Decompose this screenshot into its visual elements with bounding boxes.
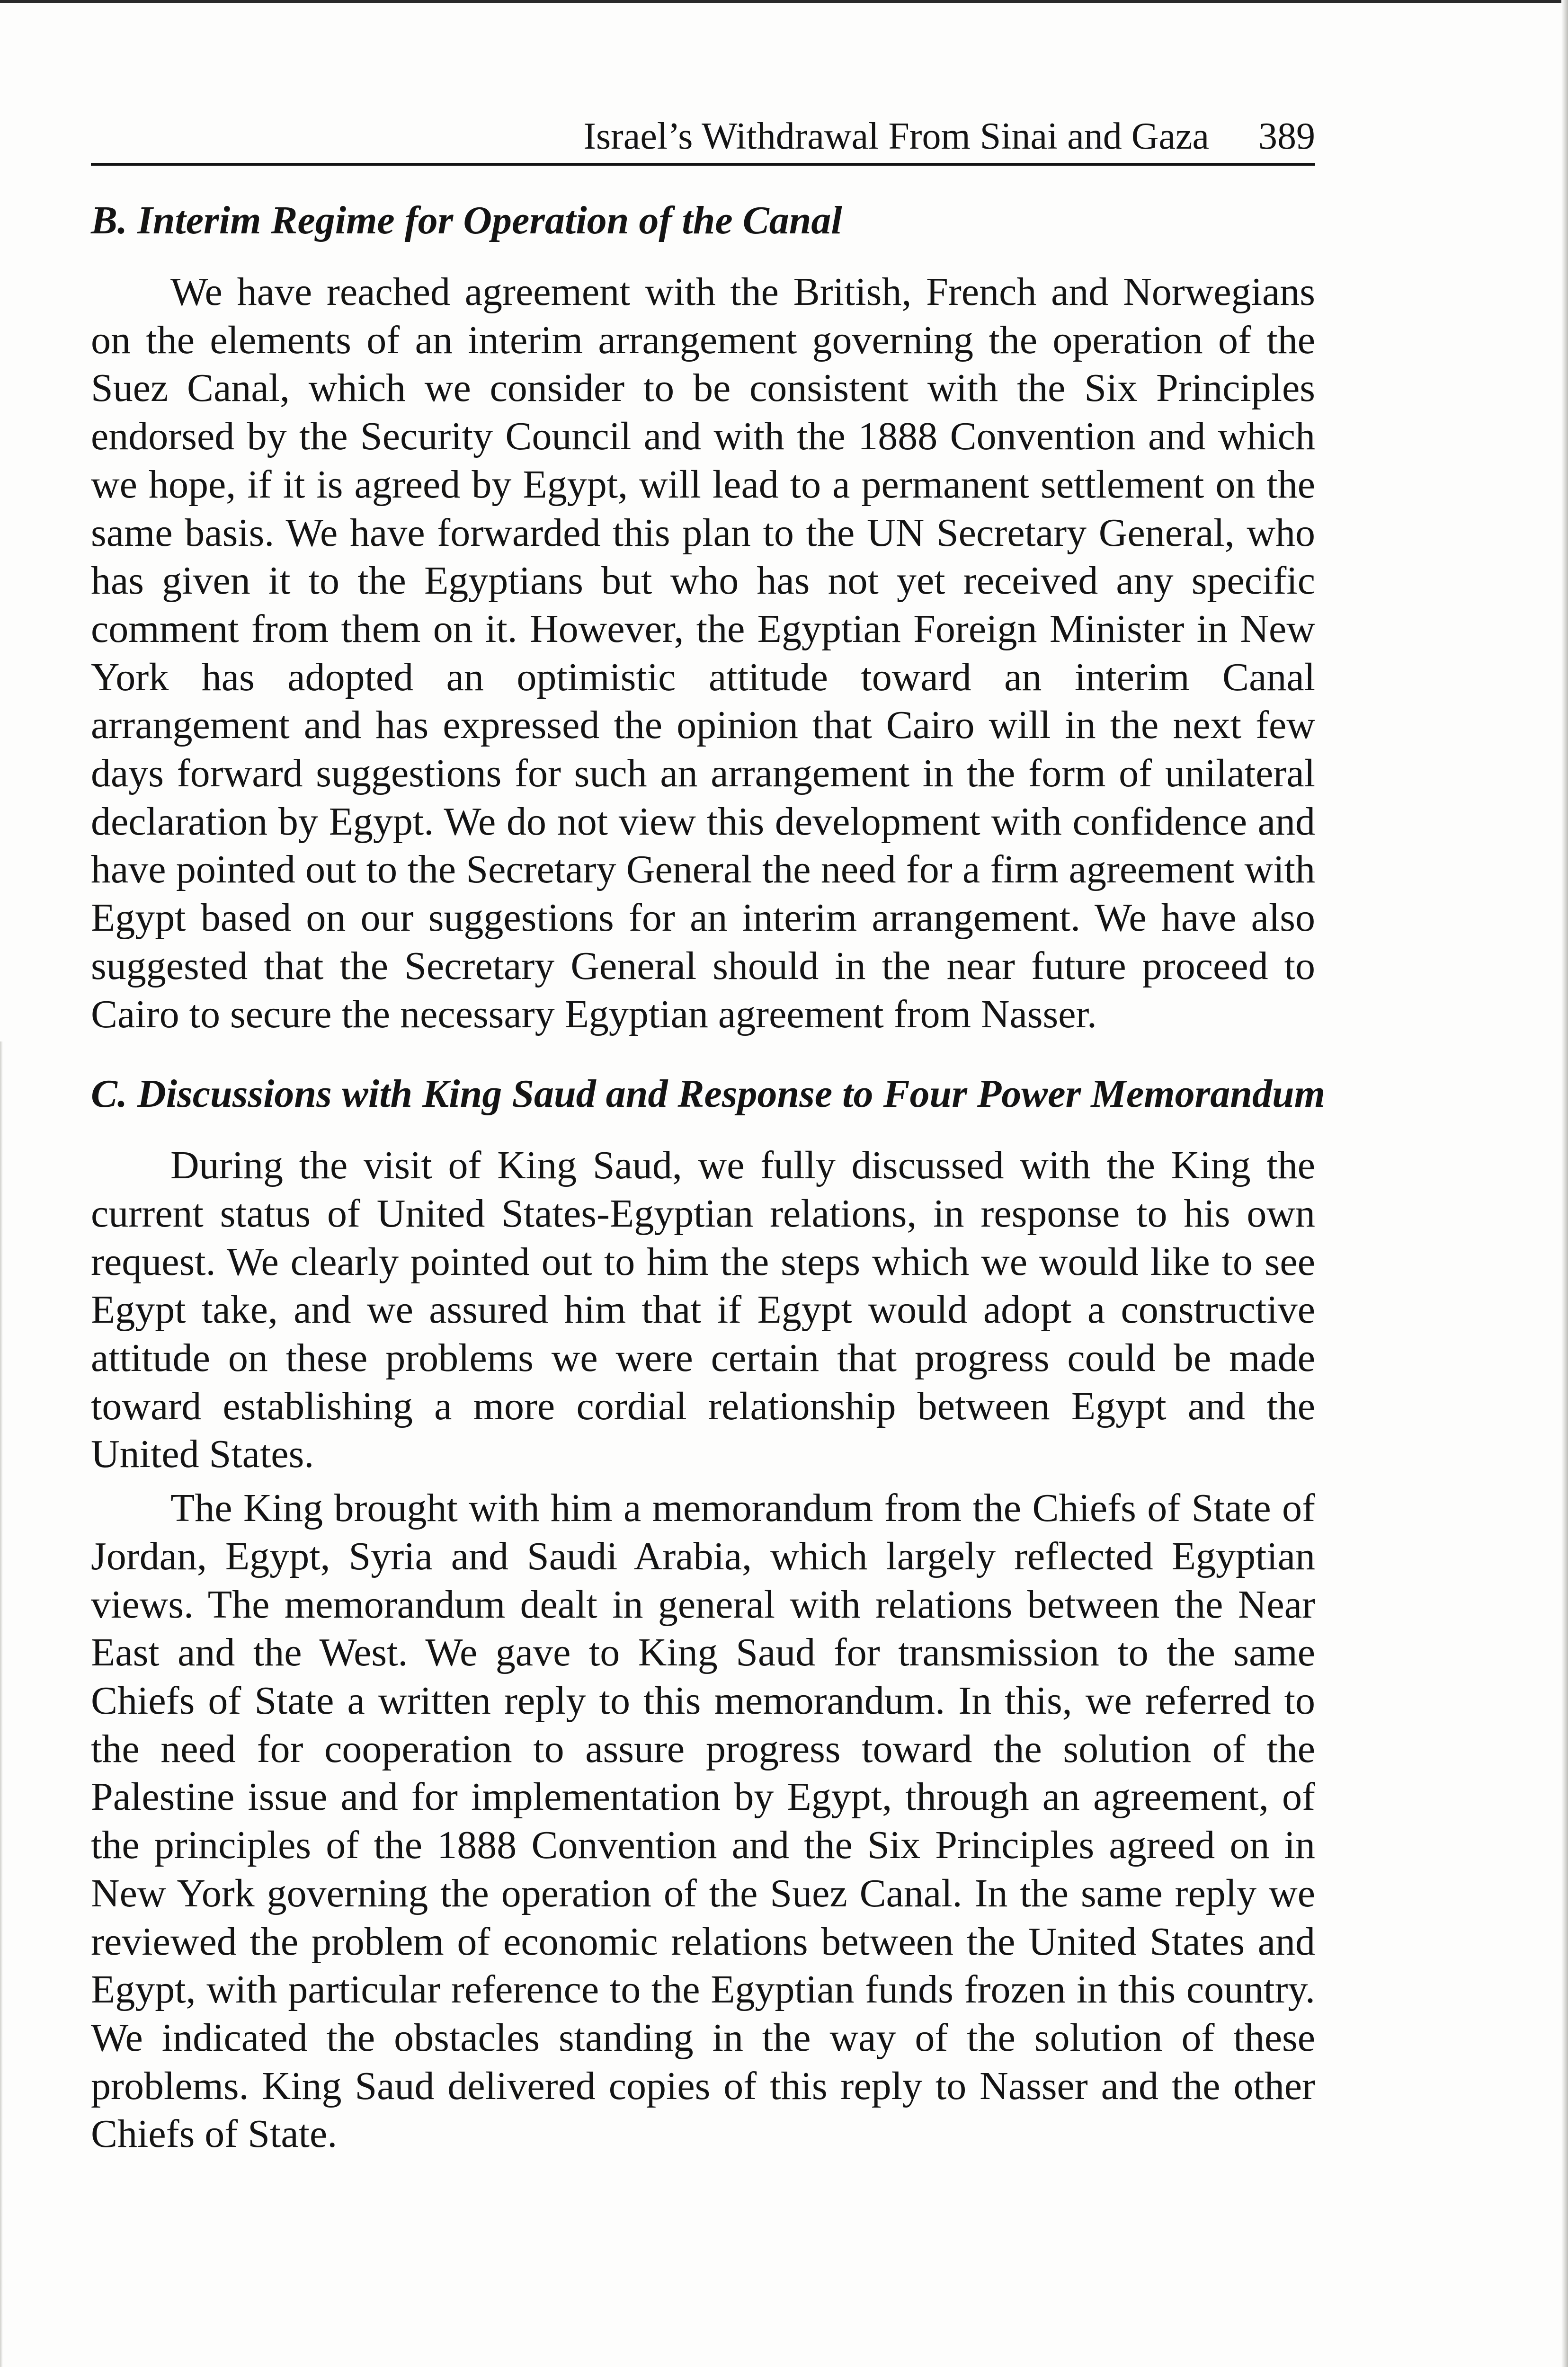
paragraph-king-saud-visit: During the visit of King Saud, we fully discussed with the King the current status of United States-Egyptian relations, in response to his own request. We clearly pointed out to him the steps which we would like to see Egypt take, and we assured him that if Egypt would adopt a constructive attitude on these problems we were certain that progress could be made toward establishing a more cordial relationship between Egypt and the United States.	[91, 1143, 1315, 1477]
scan-top-edge	[0, 0, 1568, 3]
section-heading-c: C. Discussions with King Saud and Response to Four Power Memorandum	[91, 1072, 1326, 1116]
paragraph-interim-regime: We have reached agreement with the British, French and Norwegians on the elements of an interim arrangement governing the operation of the Suez Canal, which we consider to be consistent with the Six Principles endorsed by the Security Council and with the 1888 Convention and which we hope, if it is agreed by Egypt, will lead to a permanent settlement on the same basis. We have forwarded this plan to the UN Secretary General, who has given it to the Egyptians but who has not yet received any specific comment from them on it. However, the Egyptian Foreign Minister in New York has adopted an optimistic attitude toward an interim Canal arrangement and has expressed the opinion that Cairo will in the next few days forward suggestions for such an arrangement in the form of unilateral declaration by Egypt. We do not view this development with confidence and have pointed out to the Secretary General the need for a firm agreement with Egypt based on our suggestions for an interim arrangement. We have also suggested that the Secretary General should in the near future proceed to Cairo to secure the necessary Egyptian agreement from Nasser.	[91, 270, 1315, 1036]
scan-left-edge	[0, 1041, 3, 2367]
running-head-title: Israel’s Withdrawal From Sinai and Gaza	[583, 116, 1209, 157]
running-head	[91, 109, 1315, 166]
page-number: 389	[1258, 116, 1315, 157]
page-content	[91, 109, 1326, 2158]
paragraph-four-power-memorandum: The King brought with him a memorandum from the Chiefs of State of Jordan, Egypt, Syria and Saudi Arabia, which largely reflected Egyptian views. The memorandum dealt in general with relations between the Near East and the West. We gave to King Saud for transmission to the same Chiefs of State a written reply to this memorandum. In this, we referred to the need for cooperation to assure progress toward the solution of the Palestine issue and for implementation by Egypt, through an agreement, of the principles of the 1888 Convention and the Six Principles agreed on in New York governing the operation of the Suez Canal. In the same reply we reviewed the problem of economic relations between the United States and Egypt, with particular reference to the Egyptian funds frozen in this country. We indicated the obstacles standing in the way of the solution of these problems. King Saud delivered copies of this reply to Nasser and the other Chiefs of State.	[91, 1486, 1315, 2156]
scan-right-edge	[1561, 0, 1568, 2367]
section-heading-b: B. Interim Regime for Operation of the Canal	[91, 198, 842, 242]
